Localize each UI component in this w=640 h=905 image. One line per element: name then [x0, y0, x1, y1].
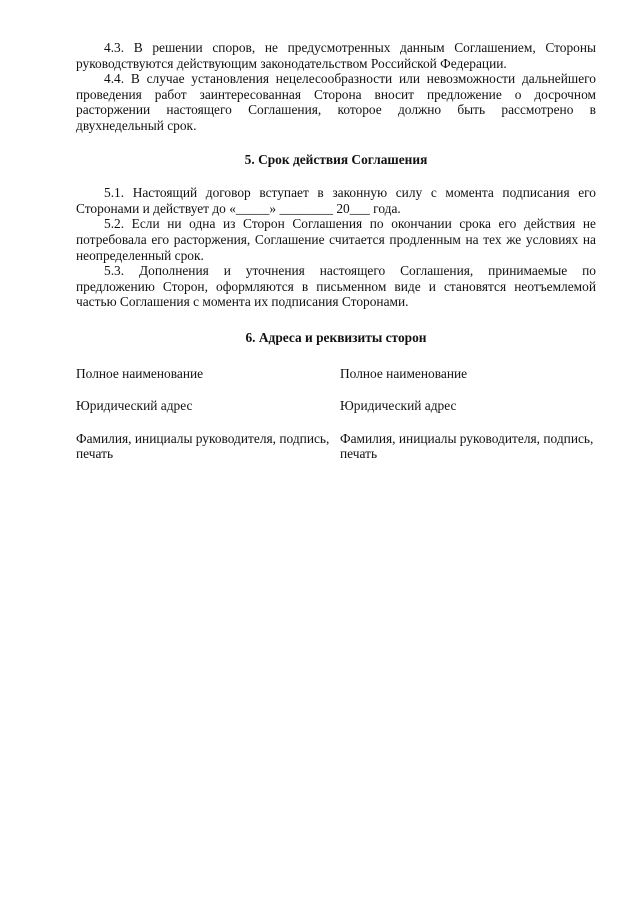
clause-5-3: 5.3. Дополнения и уточнения настоящего Соглашения, принимаемые по предложению Сторон, оформляются в письменном виде и становятся неотъемлемой частью Соглашения с момента их подписания Сторонами. [76, 263, 596, 310]
clause-5-1: 5.1. Настоящий договор вступает в законную силу с момента подписания его Сторонами и действует до «_____» ________ 20___ года. [76, 185, 596, 216]
right-full-name: Полное наименование [340, 365, 468, 381]
clause-4-3: 4.3. В решении споров, не предусмотренных данным Соглашением, Стороны руководствуются действующим законодательством Российской Федерации. [76, 40, 596, 71]
left-legal-address: Юридический адрес [76, 398, 193, 414]
left-signature: Фамилия, инициалы руководителя, подпись, печать [76, 430, 330, 462]
clause-4-4: 4.4. В случае установления нецелесообразности или невозможности дальнейшего проведения работ заинтересованная Сторона вносит предложение о досрочном расторжении настоящего Соглашения, которое должно быть рассмотрено в двухнедельный срок. [76, 71, 596, 133]
section-6-title: 6. Адреса и реквизиты сторон [245, 329, 427, 345]
document-page [76, 40, 596, 462]
right-legal-address: Юридический адрес [340, 398, 457, 414]
right-signature: Фамилия, инициалы руководителя, подпись, печать [340, 430, 594, 462]
clause-5-2: 5.2. Если ни одна из Сторон Соглашения по окончании срока его действия не потребовала его расторжения, Соглашение считается продленным на тех же условиях на неопределенный срок. [76, 216, 596, 263]
left-full-name: Полное наименование [76, 365, 204, 381]
section-5-title: 5. Срок действия Соглашения [244, 151, 428, 167]
requisites-table [76, 366, 596, 462]
